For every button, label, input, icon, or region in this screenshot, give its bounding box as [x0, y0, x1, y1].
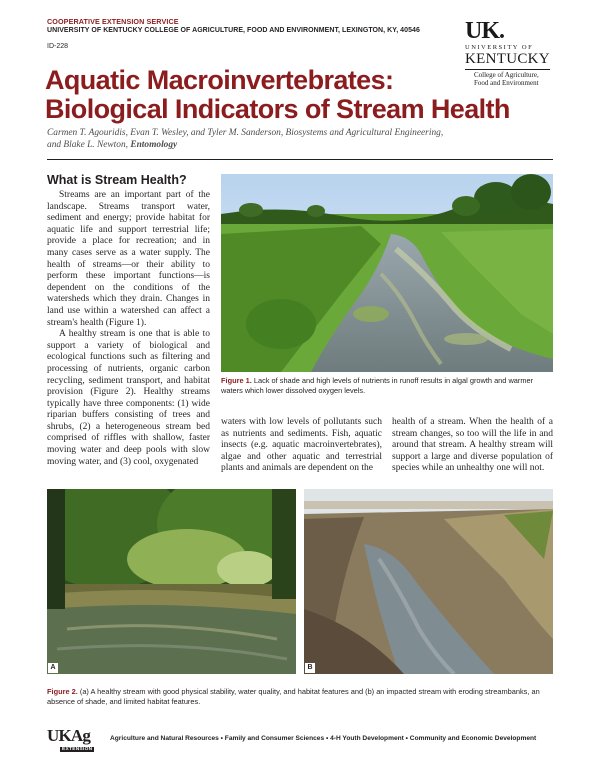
figure-2b-photo: [304, 489, 553, 674]
ukag-extension-logo: [47, 726, 99, 756]
footer-program-areas: Agriculture and Natural Resources • Family and Consumer Sciences • 4-H Youth Development • Community and Economic Development: [110, 735, 537, 742]
uk-logo-mark: UK.: [465, 18, 504, 44]
title-line-2: Biological Indicators of Stream Health: [45, 94, 510, 124]
author-list: [47, 127, 467, 151]
body-column-3: health of a stream. When the health of a stream changes, so too will the life in and around that stream. A healthy stream will support a large and diverse population of species while an unhealthy one will not.: [392, 417, 553, 474]
body-paragraph-2: A healthy stream is one that is able to support a variety of biological and ecological functions such as filtering and processing of nutrients, organic carbon recycling, sediment transport, and habitat provision (Figure 2). Healthy streams typically have three components: (1) wide riparian buffers consisting of trees and shrubs, (2) a heterogeneous stream bed comprised of riffles with shallow, faster moving water and deep pools with slow moving water, and (3) cool, oxygenated: [47, 329, 210, 467]
extension-service-label: COOPERATIVE EXTENSION SERVICE: [47, 17, 179, 26]
ukag-logo-mark: UKAg: [47, 726, 91, 745]
authors-line-1: Carmen T. Agouridis, Evan T. Wesley, and Tyler M. Sanderson, Biosystems and Agricultural Engineering,: [47, 128, 444, 138]
title-line-1: Aquatic Macroinvertebrates:: [45, 65, 394, 95]
figure-2a-photo: [47, 489, 296, 674]
body-column-2: waters with low levels of pollutants such as nutrients and sediments. Fish, aquatic insects (e.g. aquatic macroinvertebrates), algae and other aquatic and terrestrial plants and animals are dependent on the: [221, 417, 382, 474]
figure-2b-label: B: [305, 663, 315, 673]
figure-1-caption: [221, 376, 553, 396]
publication-id: ID-228: [47, 43, 69, 50]
body-column-1: [47, 190, 210, 468]
uk-logo-college-line2: Food and Environment: [474, 79, 539, 87]
figure-2-caption-text: (a) A healthy stream with good physical stability, water quality, and habitat features and (b) an impacted stream with eroding streambanks, an absence of shade, and limited habitat features.: [47, 687, 540, 706]
authors-line-2: and Blake L. Newton,: [47, 140, 131, 150]
authors-department: Entomology: [130, 140, 178, 150]
document-title: [45, 66, 510, 124]
figure-2-caption: [47, 687, 553, 707]
body-paragraph-1: Streams are an important part of the landscape. Streams transport water, sediment and energy; provide habitat for aquatic life and support terrestrial life; provide a place for recreation; and in many cases serve as a water supply. The health of streams—or their ability to perform these important functions—is dependent on the conditions of the watersheds which they drain. Changes in land use within a watershed can affect a stream's health (Figure 1).: [47, 190, 210, 328]
figure-1-caption-text: Lack of shade and high levels of nutrients in runoff results in algal growth and warmer waters which lower dissolved oxygen levels.: [221, 376, 534, 395]
figure-1-photo: [221, 174, 553, 372]
title-divider: [47, 159, 553, 160]
figure-2-label: Figure 2.: [47, 687, 78, 696]
uk-logo-college-line1: College of Agriculture,: [474, 71, 539, 79]
section-heading: What is Stream Health?: [47, 173, 187, 187]
ukag-logo-extension: EXTENSION: [62, 747, 93, 752]
figure-2a-label: A: [48, 663, 58, 673]
uk-logo-kentucky: KENTUCKY: [465, 51, 550, 70]
uk-logo-university-of: UNIVERSITY OF: [465, 44, 534, 51]
university-address-line: UNIVERSITY OF KENTUCKY COLLEGE OF AGRICULTURE, FOOD AND ENVIRONMENT, LEXINGTON, KY, 40546: [47, 27, 420, 34]
figure-1-label: Figure 1.: [221, 376, 252, 385]
